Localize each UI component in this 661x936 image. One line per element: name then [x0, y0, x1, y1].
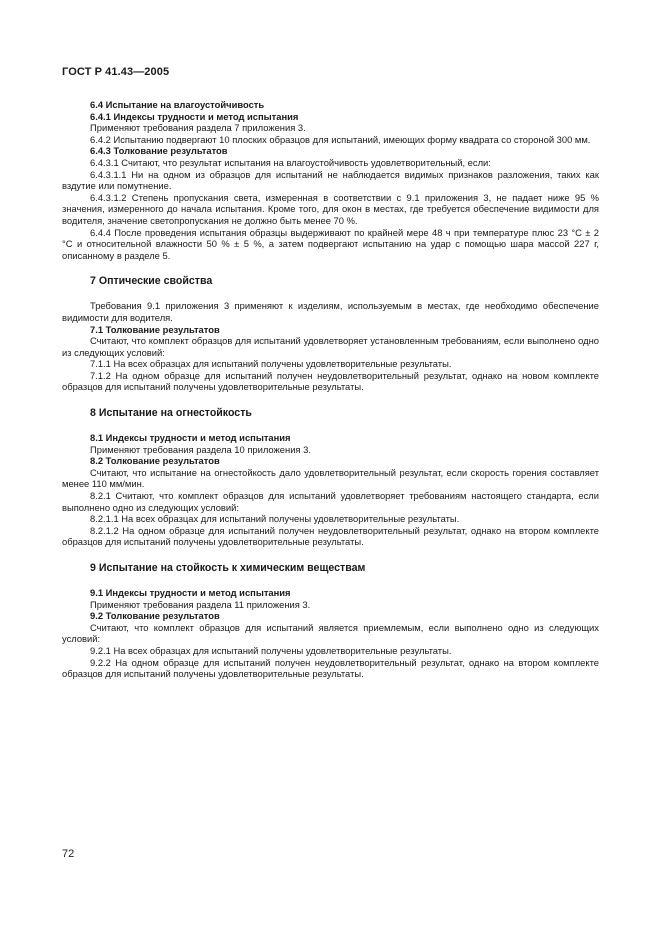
paragraph-6-4-4: 6.4.4 После проведения испытания образцы выдерживают по крайней мере 48 ч при температуре плюс 23 °С ± 2 °С и относительной влажности 50 % ± 5 %, а затем подвергают испытанию на удар с помощью шара массой 227 г, описанному в разделе 5. — [62, 226, 599, 261]
paragraph-9-2-1: 9.2.1 На всех образцах для испытаний получены удовлетворительные результаты. — [90, 644, 452, 656]
document-header: ГОСТ Р 41.43—2005 — [62, 66, 170, 78]
paragraph-7-1-2: 7.1.2 На одном образце для испытаний получен неудовлетворительный результат, однако на новом комплекте образцов для испытаний получены удовлетворительные результаты. — [62, 369, 599, 393]
paragraph-6-4-3-1-2: 6.4.3.1.2 Степень пропускания света, измеренная в соответствии с 9.1 приложения 3, не падает ниже 95 % значения, измеренного до начала испытания. Кроме того, для окон в местах, где требуется обеспечение видимости для водителя, значение светопропускания не должно быть менее 70 %. — [62, 191, 599, 226]
subsection-heading-9-2: 9.2 Толкование результатов — [90, 610, 220, 622]
section-heading-7: 7 Оптические свойства — [90, 275, 213, 288]
subsection-heading-6-4-1: 6.4.1 Индексы трудности и метод испытания — [90, 110, 299, 122]
subsection-heading-8-1: 8.1 Индексы трудности и метод испытания — [90, 432, 291, 444]
subsection-heading-8-2: 8.2 Толкование результатов — [90, 455, 220, 467]
paragraph-7-intro: Требования 9.1 приложения 3 применяют к изделиям, используемым в местах, где необходимо обеспечение видимости для водителя. — [62, 300, 599, 323]
paragraph-8-2-1-2: 8.2.1.2 На одном образце для испытаний получен неудовлетворительный результат, однако на втором комплекте образцов для испытаний получены удовлетворительные результаты. — [62, 524, 599, 548]
paragraph-9-2-2: 9.2.2 На одном образце для испытаний получен неудовлетворительный результат, однако на втором комплекте образцов для испытаний получены удовлетворительные результаты. — [62, 656, 599, 680]
section-heading-8: 8 Испытание на огнестойкость — [90, 407, 252, 420]
document-body — [62, 99, 599, 680]
paragraph-7-1-1: 7.1.1 На всех образцах для испытаний получены удовлетворительные результаты. — [90, 358, 452, 370]
paragraph-6-4-3-1-1: 6.4.3.1.1 Ни на одном из образцов для испытаний не наблюдается видимых признаков разложения, таких как вздутие или помутнение. — [62, 168, 599, 192]
subsection-heading-7-1: 7.1 Толкование результатов — [90, 323, 220, 335]
paragraph-8-2: Считают, что испытание на огнестойкость дало удовлетворительный результат, если скорость горения составляет менее 110 мм/мин. — [62, 466, 599, 490]
paragraph-7-1: Считают, что комплект образцов для испытаний удовлетворяет установленным требованиям, если выполнено одно из следующих условий: — [62, 335, 599, 358]
paragraph-9-1: Применяют требования раздела 11 приложения 3. — [90, 598, 311, 610]
paragraph-6-4-3-1: 6.4.3.1 Считают, что результат испытания на влагоустойчивость удовлетворительный, если: — [90, 156, 491, 168]
section-heading-6-4: 6.4 Испытание на влагоустойчивость — [90, 99, 265, 110]
section-heading-9: 9 Испытание на стойкость к химическим веществам — [90, 562, 366, 574]
paragraph-9-2: Считают, что комплект образцов для испытаний является приемлемым, если выполнено одно из следующих условий: — [62, 621, 599, 645]
page-number: 72 — [62, 848, 75, 860]
paragraph-8-2-1: 8.2.1 Считают, что комплект образцов для испытаний удовлетворяет требованиям настоящего стандарта, если выполнено одно из следующих условий: — [62, 490, 599, 513]
paragraph-8-2-1-1: 8.2.1.1 На всех образцах для испытаний получены удовлетворительные результаты. — [90, 513, 460, 525]
paragraph-6-4-2: 6.4.2 Испытанию подвергают 10 плоских образцов для испытаний, имеющих форму квадрата со стороной 300 мм. — [90, 133, 591, 145]
subsection-heading-6-4-3: 6.4.3 Толкование результатов — [90, 145, 228, 157]
paragraph-6-4-1: Применяют требования раздела 7 приложения 3. — [90, 122, 306, 134]
subsection-heading-9-1: 9.1 Индексы трудности и метод испытания — [90, 587, 291, 598]
paragraph-8-1: Применяют требования раздела 10 приложения 3. — [90, 443, 311, 455]
